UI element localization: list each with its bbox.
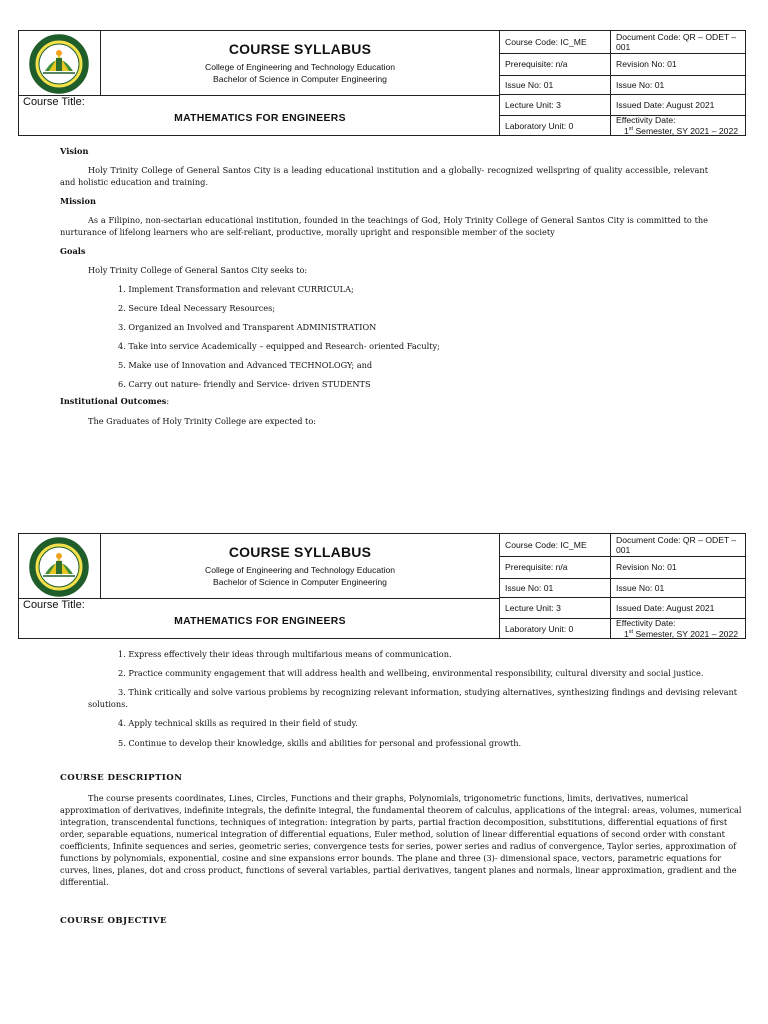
vision-text: Holy Trinity College of General Santos City is a leading educational institution and a globally- recognized wellspring of quality accessible, relevant and holistic education and training. — [60, 165, 708, 187]
outcome-item: 1. Express effectively their ideas through multifarious means of communication. — [118, 649, 452, 659]
course-title: MATHEMATICS FOR ENGINEERS — [174, 616, 346, 627]
course-description-line: approximation of derivatives, indefinite integrals, the definite integral, the fundamental theorem of calculus, applications of the integral: areas, volumes, numerical — [60, 805, 742, 815]
effectivity-label: Effectivity Date: — [616, 114, 676, 125]
course-description-line: integration, transcendental functions, techniques of integration: integration by parts, partial fraction decomposition, substitutions, differential equations of first — [60, 817, 728, 827]
laboratory-unit: Laboratory Unit: 0 — [505, 120, 574, 131]
issue-no-left: Issue No: 01 — [505, 582, 554, 593]
course-code: Course Code: IC_ME — [505, 37, 587, 47]
laboratory-unit: Laboratory Unit: 0 — [505, 623, 574, 634]
goals-intro: Holy Trinity College of General Santos City seeks to: — [88, 265, 308, 275]
goal-item: 3. Organized an Involved and Transparent ADMINISTRATION — [118, 322, 377, 332]
effectivity-value — [616, 125, 738, 136]
program-name: Bachelor of Science in Computer Engineering — [213, 577, 387, 587]
document-info-grid — [500, 30, 746, 136]
college-seal-logo — [23, 33, 95, 95]
syllabus-title: COURSE SYLLABUS — [228, 41, 372, 57]
outcome-item: 4. Apply technical skills as required in their field of study. — [118, 718, 358, 728]
course-description-line: differential. — [60, 877, 109, 887]
syllabus-title: COURSE SYLLABUS — [228, 544, 372, 560]
revision-no: Revision No: 01 — [610, 556, 746, 578]
issue-no-right: Issue No: 01 — [610, 75, 746, 94]
outcomes-heading-text: Institutional Outcomes — [60, 396, 167, 406]
document-info-grid — [500, 533, 746, 639]
mission-text: As a Filipino, non-sectarian educational institution, founded in the teachings of God, Holy Trinity College of General Santos City is committed to the nurturance of lifelong learners who are self-reliant, productive, morally upright and responsible member of the society — [60, 215, 708, 237]
outcomes-intro: The Graduates of Holy Trinity College are expected to: — [88, 416, 317, 426]
vision-heading: Vision — [60, 146, 89, 156]
logo-cell — [18, 30, 100, 96]
goal-item: 6. Carry out nature- friendly and Service- driven STUDENTS — [118, 379, 371, 389]
revision-no: Revision No: 01 — [610, 53, 746, 75]
effectivity-sem-text: Semester, SY 2021 – 2022 — [633, 125, 739, 136]
effectivity-sem-sup: st — [628, 628, 634, 635]
course-title-label: Course Title: — [23, 599, 85, 611]
effectivity-sem-text: Semester, SY 2021 – 2022 — [633, 628, 739, 639]
outcomes-heading-colon: : — [166, 396, 170, 406]
goal-item: 1. Implement Transformation and relevant CURRICULA; — [118, 284, 354, 294]
mission-heading: Mission — [60, 196, 96, 206]
course-objective-heading: COURSE OBJECTIVE — [60, 916, 167, 926]
outcome-item-continued: solutions. — [88, 699, 128, 709]
goal-item: 2. Secure Ideal Necessary Resources; — [118, 303, 276, 313]
course-description-line: curves, lines, planes, dot and cross product, functions of several variables, partial derivatives, tangent planes and normals, linear approximation, gradient and the — [60, 865, 737, 875]
course-description-heading: COURSE DESCRIPTION — [60, 773, 183, 783]
document-code: Document Code: QR – ODET – 001 — [610, 534, 746, 556]
course-description-line: order, separable equations, numerical integration of differential equations, Euler method, solution of linear differential equations of second order with constant — [60, 829, 725, 839]
goal-item: 4. Take into service Academically – equipped and Research- oriented Faculty; — [118, 341, 440, 351]
syllabus-header-2 — [18, 533, 746, 639]
course-description-line: coefficients, Infinite sequences and series, geometric series, convergence tests for series, power series and radius of convergence, Taylor series, approximation of — [60, 841, 737, 851]
effectivity-sem-num: 1 — [624, 125, 629, 136]
outcome-item: 5. Continue to develop their knowledge, skills and abilities for personal and professional growth. — [118, 738, 522, 748]
outcomes-heading — [60, 396, 169, 406]
prerequisite: Prerequisite: n/a — [505, 562, 568, 572]
program-name: Bachelor of Science in Computer Engineering — [213, 74, 387, 84]
logo-cell — [18, 533, 100, 599]
effectivity-sem-sup: st — [628, 125, 634, 132]
issue-no-left: Issue No: 01 — [505, 79, 554, 90]
effectivity-label: Effectivity Date: — [616, 617, 676, 628]
course-code: Course Code: IC_ME — [505, 540, 587, 550]
lecture-unit: Lecture Unit: 3 — [505, 99, 561, 110]
college-name: College of Engineering and Technology Education — [205, 62, 395, 72]
issued-date: Issued Date: August 2021 — [610, 94, 746, 115]
issue-no-right: Issue No: 01 — [610, 578, 746, 597]
goals-heading: Goals — [60, 246, 86, 256]
title-cell — [100, 533, 500, 599]
course-title-cell — [18, 96, 500, 136]
syllabus-header-1 — [18, 30, 746, 136]
course-title: MATHEMATICS FOR ENGINEERS — [174, 113, 346, 124]
course-title-label: Course Title: — [23, 96, 85, 108]
outcome-item: 2. Practice community engagement that will address health and wellbeing, environmental responsibility, cultural diversity and social justice. — [118, 668, 704, 678]
prerequisite: Prerequisite: n/a — [505, 59, 568, 69]
outcome-item: 3. Think critically and solve various problems by recognizing relevant information, studying alternatives, synthesizing findings and devising relevant — [118, 687, 738, 697]
college-name: College of Engineering and Technology Education — [205, 565, 395, 575]
effectivity-sem-num: 1 — [624, 628, 629, 639]
issued-date: Issued Date: August 2021 — [610, 597, 746, 618]
college-seal-logo — [23, 536, 95, 598]
document-code: Document Code: QR – ODET – 001 — [610, 31, 746, 53]
course-description-line: functions by polynomials, exponential, cosine and sine expansions error bounds. The plane and three (3)- dimensional space, vectors, parametric equations for — [60, 853, 722, 863]
effectivity-date — [610, 115, 746, 136]
goal-item: 5. Make use of Innovation and Advanced TECHNOLOGY; and — [118, 360, 373, 370]
effectivity-date — [610, 618, 746, 639]
effectivity-value — [616, 628, 738, 639]
course-title-cell — [18, 599, 500, 639]
course-description-line: The course presents coordinates, Lines, Circles, Functions and their graphs, Polynomials, trigonometric functions, limits, derivatives, numerical — [88, 793, 689, 803]
title-cell — [100, 30, 500, 96]
lecture-unit: Lecture Unit: 3 — [505, 602, 561, 613]
